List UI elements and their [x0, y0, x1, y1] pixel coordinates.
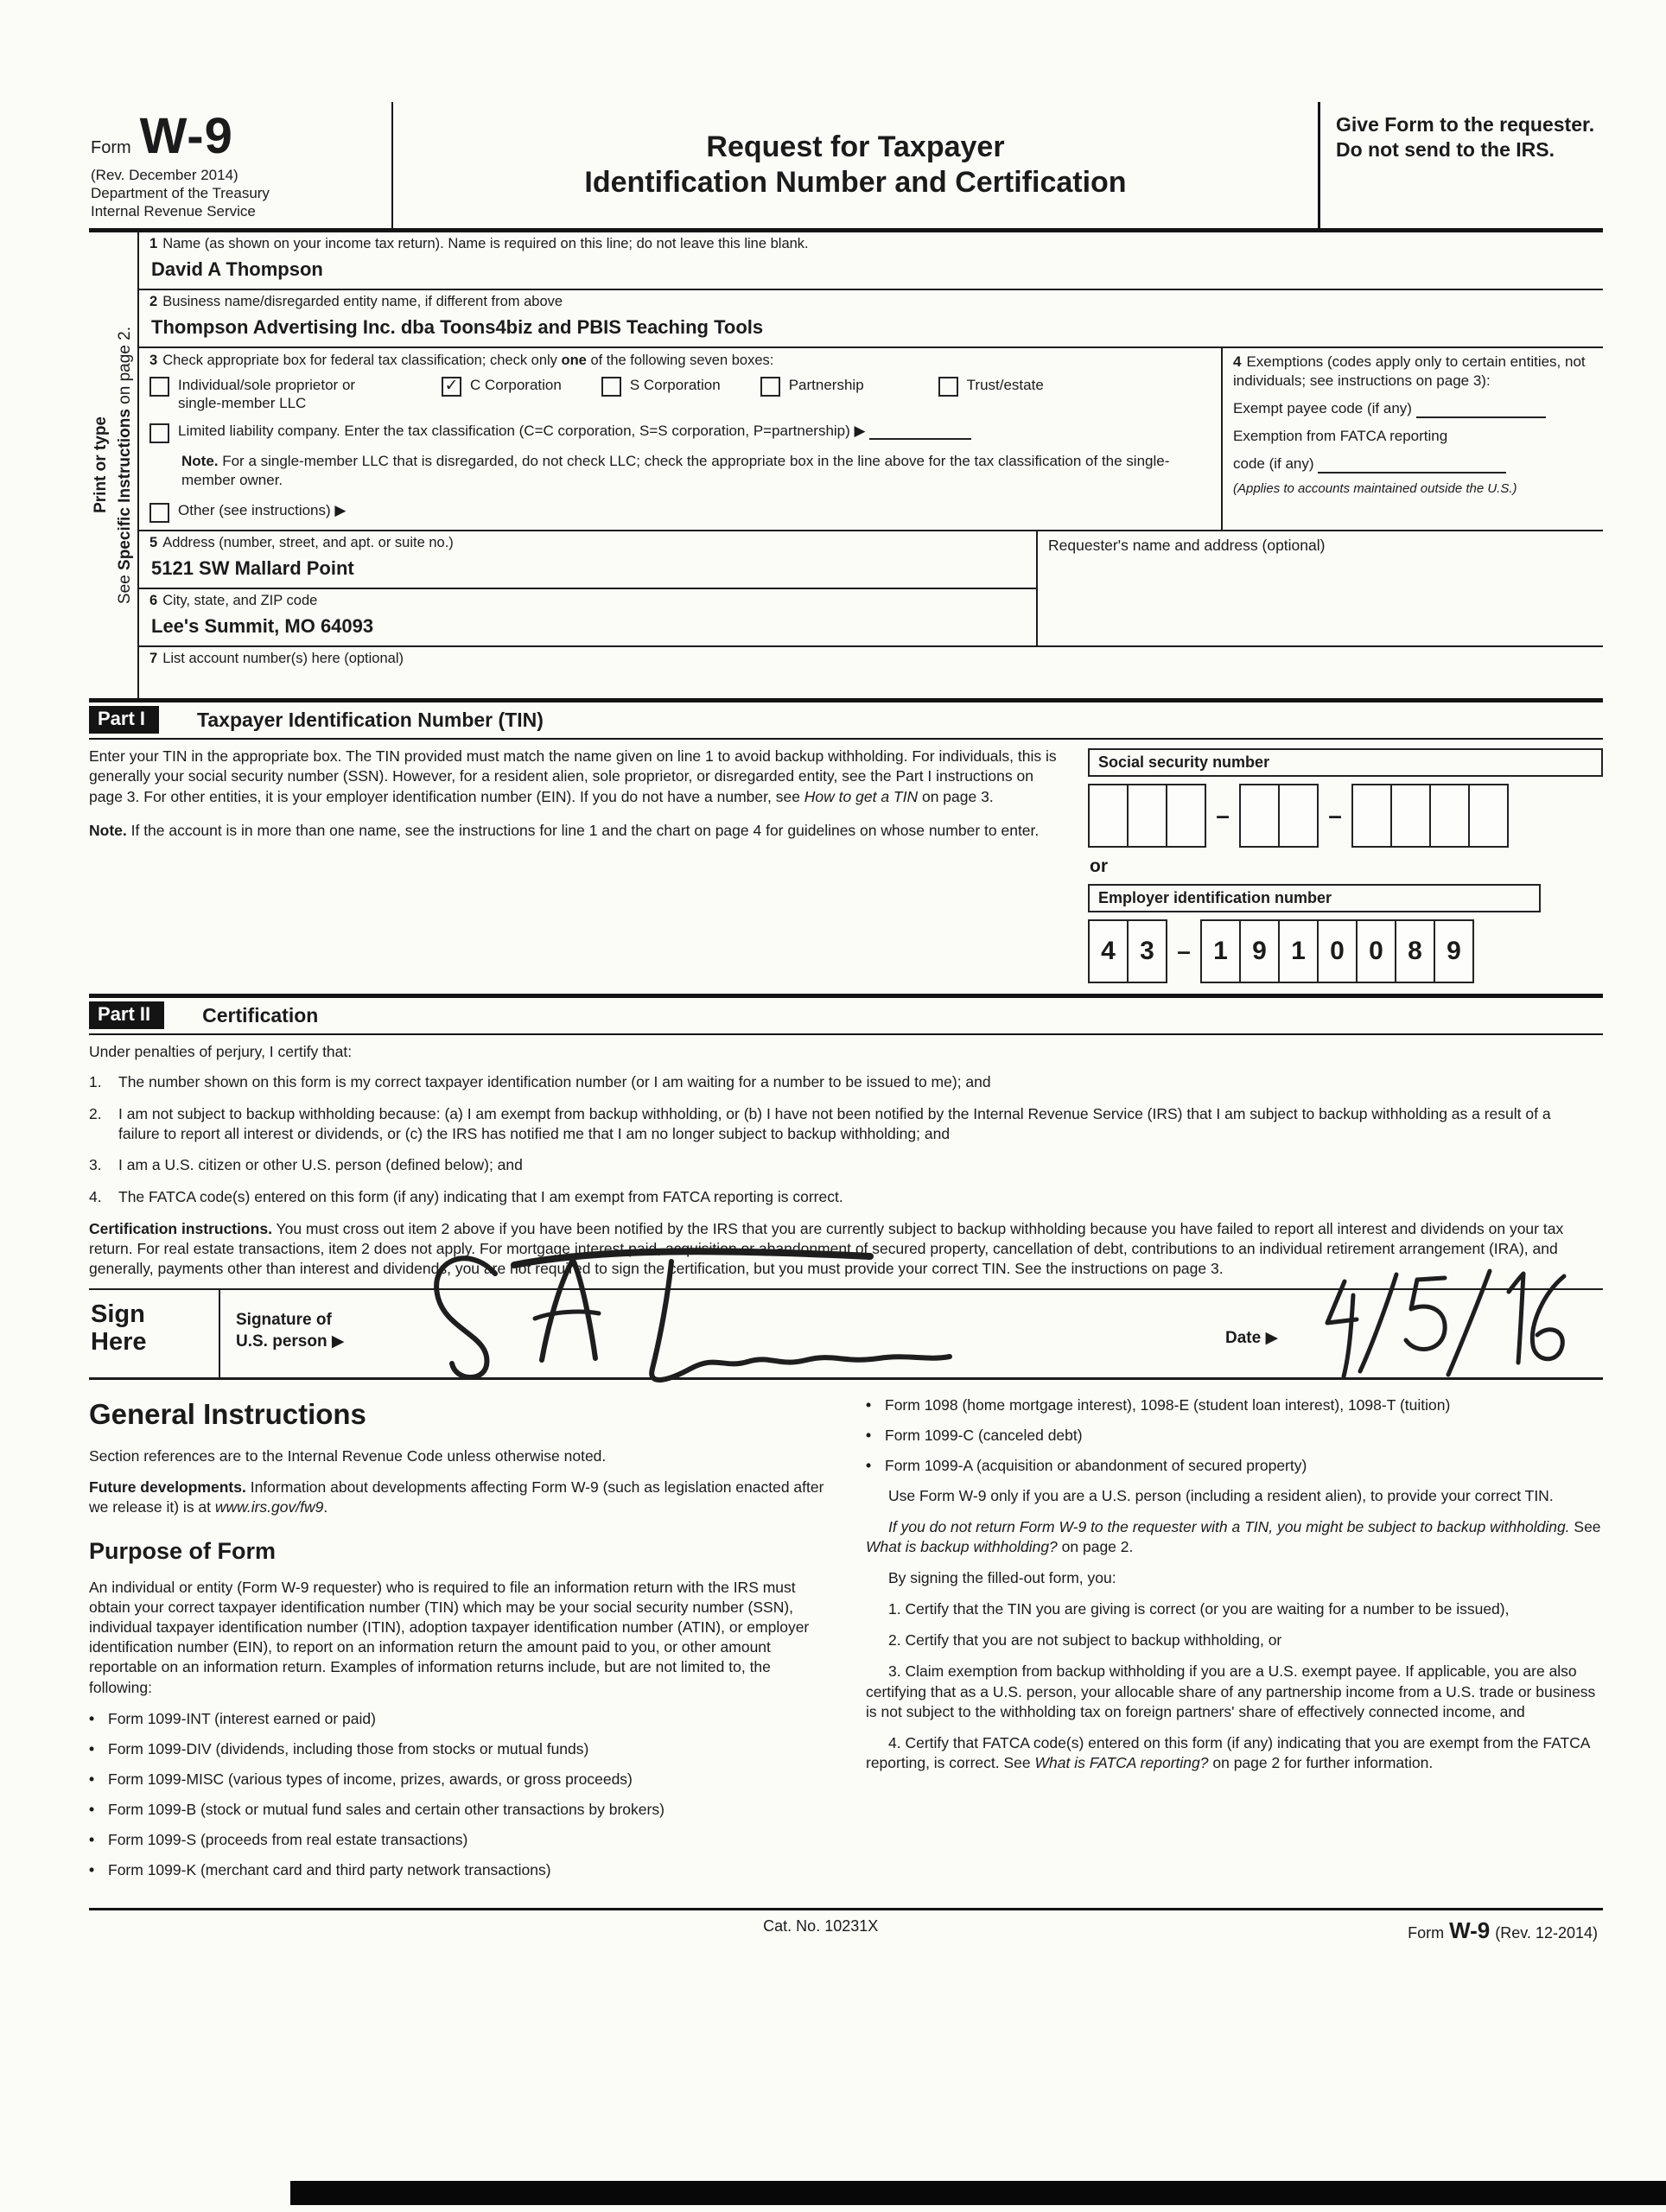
business-name-field[interactable]: Thompson Advertising Inc. dba Toons4biz and PBIS Teaching Tools — [151, 315, 764, 338]
exempt-payee-code-input[interactable] — [1416, 403, 1546, 418]
requester-label: Requester's name and address (optional) — [1048, 537, 1326, 555]
by-signing-paragraph: By signing the filled-out form, you: — [888, 1569, 1116, 1587]
fatca-note: (Applies to accounts maintained outside the U.S.) — [1233, 480, 1517, 496]
form-content — [89, 102, 1603, 1948]
llc-classification-input[interactable] — [869, 424, 971, 440]
option-llc — [149, 423, 1212, 443]
form-title-line1: Request for Taxpayer — [706, 130, 1005, 163]
field-row-account-numbers — [139, 647, 1603, 698]
certification-intro: Under penalties of perjury, I certify that: — [89, 1043, 353, 1061]
list-item: • Form 1099-MISC (various types of income, prizes, awards, or gross proceeds) — [89, 1770, 826, 1789]
ein-digit-cell[interactable]: 0 — [1317, 919, 1358, 983]
form-header — [89, 102, 1603, 232]
future-developments: Future developments. Information about developments affecting Form W-9 (such as legislation enacted after we release it) is at www.irs.gov/fw9. — [89, 1478, 824, 1516]
option-partnership-label: Partnership — [788, 376, 864, 393]
numbered-item: 1. Certify that the TIN you are giving is correct (or you are waiting for a number to be issued), — [888, 1600, 1510, 1618]
dept-treasury: Department of the Treasury — [91, 185, 270, 201]
line3-label-pre: Check appropriate box for federal tax classification; check only — [162, 352, 562, 368]
line7-label: List account number(s) here (optional) — [162, 651, 404, 667]
city-state-zip-field[interactable]: Lee's Summit, MO 64093 — [151, 615, 374, 638]
certification-item: 3. I am a U.S. citizen or other U.S. person (defined below); and — [89, 1156, 523, 1174]
line3-label-post: of the following seven boxes: — [586, 352, 774, 368]
ssn-label-box: Social security number — [1088, 748, 1603, 777]
field-row-classification — [139, 348, 1603, 532]
part1-header — [89, 698, 1603, 740]
address-field[interactable]: 5121 SW Mallard Point — [151, 557, 354, 580]
ssn-digit-cell[interactable] — [1429, 784, 1470, 848]
part2-header — [89, 994, 1603, 1035]
ssn-digit-cell[interactable] — [1166, 784, 1206, 848]
ein-digit-cell[interactable]: 9 — [1434, 919, 1474, 983]
checkbox-s-corporation[interactable] — [601, 377, 621, 397]
box4-label: Exemptions (codes apply only to certain entities, not individuals; see instructions on page 3): — [1233, 353, 1586, 389]
line2-label: Business name/disregarded entity name, if different from above — [162, 293, 563, 309]
option-s-corporation-label: S Corporation — [629, 376, 721, 393]
instructions-left-column — [89, 1395, 826, 1891]
ein-digit-cell[interactable]: 9 — [1239, 919, 1280, 983]
line2-number: 2 — [149, 293, 158, 309]
ein-digit-cell[interactable]: 1 — [1278, 919, 1319, 983]
field-row-business-name — [139, 290, 1603, 348]
field-row-address — [139, 531, 1036, 589]
part1-paragraph: Enter your TIN in the appropriate box. The TIN provided must match the name given on line 1 to avoid backup withholding. For individuals, this is generally your social security number (SSN). However, for a resident alien, sole proprietor, or disregarded entity, see the Part I instructions on page 3. For other entities, it is your employer identification number (EIN). If you do not have a number, see How to get a TIN on page 3. — [89, 747, 1057, 805]
line3-number: 3 — [149, 352, 158, 368]
general-instructions — [89, 1380, 1603, 1891]
checkmark-icon: ✓ — [444, 377, 459, 396]
certification-item: 1. The number shown on this form is my correct taxpayer identification number (or I am waiting for a number to be issued to me); and — [89, 1073, 991, 1091]
use-form-paragraph: Use Form W-9 only if you are a U.S. person (including a resident alien), to provide your correct TIN. — [888, 1486, 1554, 1504]
fatca-label-line2: code (if any) — [1233, 454, 1314, 472]
form-title-line2: Identification Number and Certification — [584, 165, 1127, 199]
form-reference: Form W-9 (Rev. 12-2014) — [1408, 1917, 1598, 1944]
option-trust-estate-label: Trust/estate — [966, 376, 1044, 393]
print-or-type-sidebar — [89, 232, 137, 699]
see-instructions-label: See Specific Instructions on page 2. — [116, 326, 134, 604]
or-label: or — [1090, 856, 1108, 877]
section-references: Section references are to the Internal Revenue Code unless otherwise noted. — [89, 1447, 607, 1465]
exemptions-box — [1221, 348, 1603, 531]
form-word: Form — [91, 138, 131, 157]
option-individual-label: Individual/sole proprietor or single-member LLC — [178, 376, 356, 411]
list-item: • Form 1099-INT (interest earned or paid) — [89, 1709, 826, 1729]
list-item: • Form 1099-S (proceeds from real estate transactions) — [89, 1830, 826, 1850]
ein-digit-cell[interactable]: 0 — [1356, 919, 1396, 983]
ssn-digit-cell[interactable] — [1468, 784, 1509, 848]
checkbox-individual[interactable] — [149, 377, 169, 397]
dept-irs: Internal Revenue Service — [91, 203, 256, 220]
option-c-corporation — [442, 376, 562, 413]
field-rows-address — [139, 531, 1603, 647]
list-item: • Form 1099-K (merchant card and third party network transactions) — [89, 1860, 826, 1880]
ein-dash: – — [1177, 938, 1191, 965]
ssn-digit-cell[interactable] — [1127, 784, 1167, 848]
list-item: • Form 1099-DIV (dividends, including those from stocks or mutual funds) — [89, 1739, 826, 1759]
ssn-digit-row — [1088, 784, 1603, 848]
option-llc-label: Limited liability company. Enter the tax classification (C=C corporation, S=S corporation, P=partnership) ▶ — [178, 423, 866, 439]
option-s-corporation — [601, 376, 721, 413]
signature[interactable] — [412, 1239, 982, 1386]
checkbox-other[interactable] — [149, 503, 169, 523]
ein-label-box: Employer identification number — [1088, 884, 1541, 912]
part1-title: Taxpayer Identification Number (TIN) — [197, 708, 544, 731]
list-item: • Form 1099-B (stock or mutual fund sales and certain other transactions by brokers) — [89, 1800, 826, 1820]
instructions-right-column — [866, 1395, 1603, 1891]
name-field[interactable]: David A Thompson — [151, 257, 323, 280]
checkbox-c-corporation[interactable] — [442, 377, 461, 397]
ssn-dash: – — [1328, 802, 1342, 830]
llc-note: Note. For a single-member LLC that is disregarded, do not check LLC; check the appropriate box in the line above for the tax classification of the single-member owner. — [181, 453, 1170, 489]
certification-item: 2. I am not subject to backup withholding because: (a) I am exempt from backup withholding, or (b) I have not been notified by the Internal Revenue Service (IRS) that I am subject to backup withholding as a result of a failure to report all interest or dividends, or (c) the IRS has notified me that I am no longer subject to backup withholding; and — [89, 1104, 1551, 1142]
checkbox-llc[interactable] — [149, 423, 169, 443]
checkbox-partnership[interactable] — [760, 377, 780, 397]
list-item: • Form 1099-C (canceled debt) — [866, 1426, 1603, 1446]
option-individual — [149, 376, 402, 413]
purpose-of-form-heading: Purpose of Form — [89, 1538, 277, 1565]
signature-of-label: Signature of U.S. person ▶ — [236, 1310, 345, 1351]
line5-label: Address (number, street, and apt. or suite no.) — [162, 535, 454, 551]
line6-number: 6 — [149, 593, 158, 609]
give-form-text: Give Form to the requester. Do not send to the IRS. — [1336, 113, 1595, 162]
general-instructions-heading: General Instructions — [89, 1397, 366, 1430]
ein-digit-cell[interactable]: 1 — [1200, 919, 1241, 983]
date-label: Date ▶ — [1225, 1328, 1279, 1347]
option-other-label: Other (see instructions) ▶ — [178, 502, 347, 519]
numbered-item: 3. Claim exemption from backup withholding if you are a U.S. exempt payee. If applicable, you are also certifying that as a U.S. person, your allocable share of any partnership income from a U.S. trade or business is not subject to the withholding tax on foreign partners' share of effectively connected income, and — [866, 1662, 1596, 1720]
list-item: • Form 1098 (home mortgage interest), 1098-E (student loan interest), 1098-T (tuition) — [866, 1395, 1603, 1415]
ssn-digit-cell[interactable] — [1278, 784, 1319, 848]
part1-badge: Part I — [89, 706, 159, 734]
field-row-city — [139, 589, 1036, 645]
ssn-digit-cell[interactable] — [1351, 784, 1392, 848]
fields-area — [137, 232, 1603, 699]
option-partnership — [760, 376, 864, 413]
classification-options — [139, 348, 1221, 531]
scan-edge-artifact — [290, 2181, 1666, 2205]
exempt-payee-label: Exempt payee code (if any) — [1233, 399, 1412, 416]
form-id-block — [89, 102, 393, 228]
line5-number: 5 — [149, 535, 158, 551]
line1-number: 1 — [149, 235, 158, 251]
option-trust-estate — [938, 376, 1044, 413]
sign-here-label: Sign Here — [91, 1300, 147, 1357]
give-form-box — [1318, 102, 1603, 228]
field-row-name — [139, 232, 1603, 290]
ein-digit-cell[interactable]: 3 — [1127, 919, 1167, 983]
ssn-digit-cell[interactable] — [1088, 784, 1129, 848]
date-value[interactable] — [1313, 1262, 1581, 1392]
box4-number: 4 — [1233, 353, 1242, 370]
print-or-type-label: Print or type — [92, 416, 110, 514]
line3-label-bold: one — [561, 352, 587, 368]
signature-block — [89, 1288, 1603, 1380]
catalog-number: Cat. No. 10231X — [763, 1917, 879, 1936]
option-other — [149, 502, 1212, 523]
part2-badge: Part II — [89, 1001, 164, 1029]
part1-note: Note. If the account is in more than one name, see the instructions for line 1 and the chart on page 4 for guidelines on whose number to enter. — [89, 821, 1040, 839]
list-item: • Form 1099-A (acquisition or abandonment of secured property) — [866, 1456, 1603, 1476]
ein-digit-row — [1088, 919, 1603, 983]
checkbox-trust-estate[interactable] — [938, 377, 958, 397]
certification-instructions: Certification instructions. You must cross out item 2 above if you have been notified by the IRS that you are currently subject to backup withholding because you have failed to report all interest and dividends on your tax return. For real estate transactions, item 2 does not apply. For mortgage interest paid, acquisition or abandonment of secured property, cancellation of debt, contributions to an individual retirement arrangement (IRA), and generally, payments other than interest and dividends, you are not required to sign the certification, but you must provide your correct TIN. See the instructions on page 3. — [89, 1219, 1564, 1278]
form-number: W-9 — [139, 108, 233, 164]
numbered-item: 4. Certify that FATCA code(s) entered on this form (if any) indicating that you are exempt from the FATCA reporting, is correct. See What is FATCA reporting? on page 2 for further information. — [866, 1733, 1590, 1771]
form-title-block — [393, 102, 1318, 228]
option-c-corporation-label: C Corporation — [470, 376, 562, 393]
form-revision: (Rev. December 2014) — [91, 167, 238, 183]
requester-box[interactable] — [1036, 531, 1603, 645]
certification-item: 4. The FATCA code(s) entered on this form (if any) indicating that I am exempt from FATCA reporting is correct. — [89, 1187, 843, 1205]
ssn-digit-cell[interactable] — [1239, 784, 1280, 848]
line1-label: Name (as shown on your income tax return). Name is required on this line; do not leave this line blank. — [162, 235, 809, 251]
line7-number: 7 — [149, 651, 158, 667]
purpose-paragraph: An individual or entity (Form W-9 requester) who is required to file an information return with the IRS must obtain your correct taxpayer identification number (TIN) which may be your social security number (SSN), individual taxpayer identification number (ITIN), adoption taxpayer identification number (ATIN), or employer identification number (EIN), to report on an information return the amount paid to you, or other amount reportable on an information return. Examples of information returns include, but are not limited to, the following: — [89, 1579, 810, 1696]
ssn-digit-cell[interactable] — [1390, 784, 1431, 848]
ein-digit-cell[interactable]: 4 — [1088, 919, 1129, 983]
part1-body — [89, 740, 1603, 994]
ssn-dash: – — [1216, 802, 1230, 830]
part2-title: Certification — [202, 1003, 319, 1027]
backup-withholding-paragraph: If you do not return Form W-9 to the requester with a TIN, you might be subject to backup withholding. See What is backup withholding? on page 2. — [866, 1517, 1601, 1556]
ein-digit-cell[interactable]: 8 — [1395, 919, 1435, 983]
line6-label: City, state, and ZIP code — [162, 593, 318, 609]
fatca-code-input[interactable] — [1318, 458, 1506, 474]
page-footer — [89, 1908, 1603, 1948]
numbered-item: 2. Certify that you are not subject to backup withholding, or — [888, 1631, 1282, 1649]
fatca-label-line1: Exemption from FATCA reporting — [1233, 427, 1448, 444]
